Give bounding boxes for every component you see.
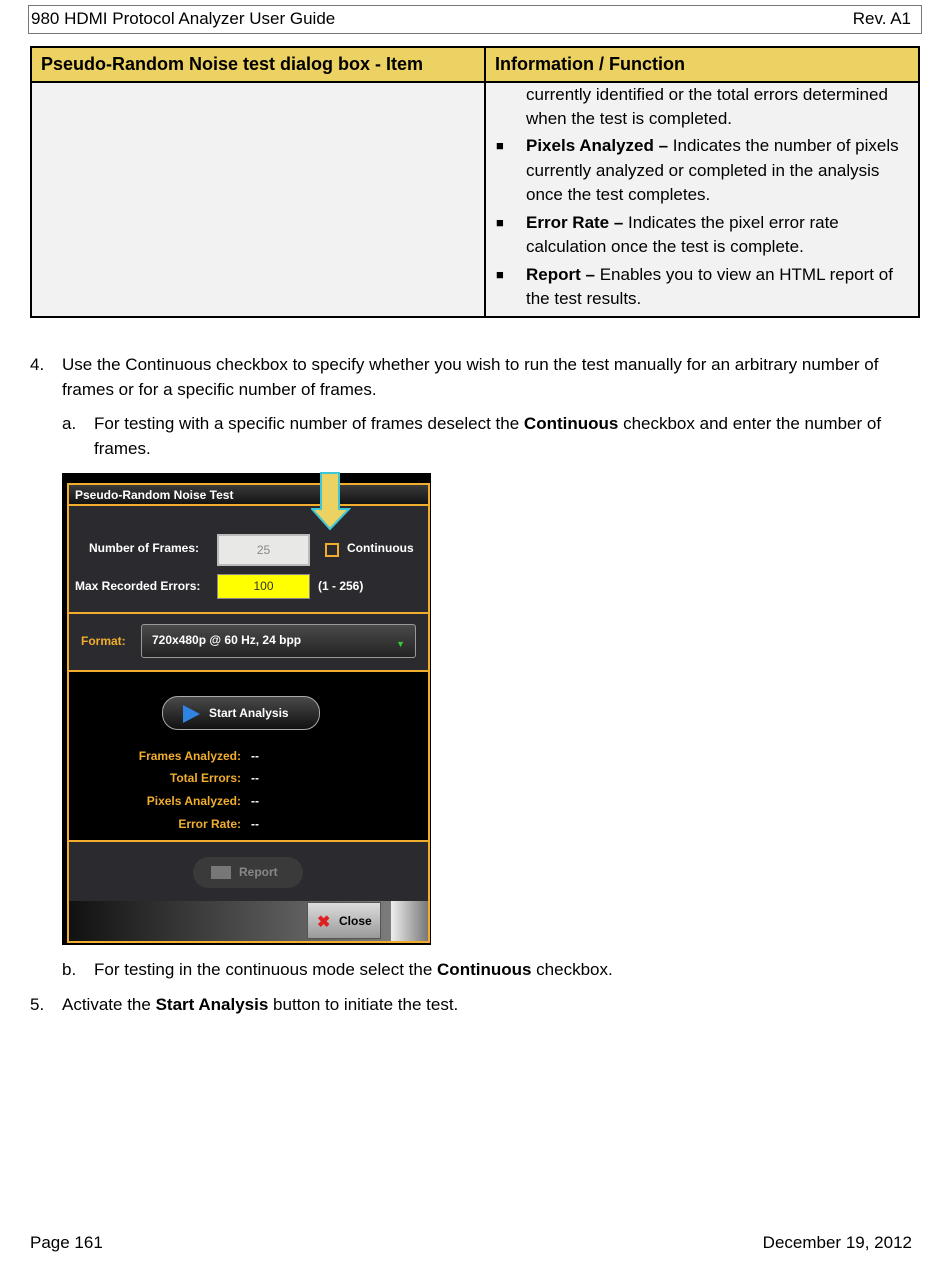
dropdown-arrow-icon: ▼ bbox=[396, 639, 405, 649]
table-col-item: Pseudo-Random Noise test dialog box - Item bbox=[31, 47, 485, 82]
dialog-title: Pseudo-Random Noise Test bbox=[69, 485, 428, 506]
stat-value-pixels: -- bbox=[251, 794, 259, 808]
resize-handle bbox=[391, 901, 428, 941]
format-select[interactable] bbox=[141, 624, 416, 658]
stat-label-frames: Frames Analyzed: bbox=[138, 749, 241, 763]
max-errors-input[interactable]: 100 bbox=[217, 574, 310, 599]
stat-label-total-errors: Total Errors: bbox=[169, 771, 241, 785]
continuation-text: currently identified or the total errors determined when the test is completed. bbox=[526, 85, 888, 128]
report-button[interactable] bbox=[193, 857, 303, 888]
document-title: 980 HDMI Protocol Analyzer User Guide bbox=[31, 9, 336, 28]
start-analysis-label: Start Analysis bbox=[209, 706, 289, 720]
stat-value-total-errors: -- bbox=[251, 771, 259, 785]
report-label: Report bbox=[239, 865, 278, 879]
table-row bbox=[31, 82, 919, 317]
list-item: ■ Pixels Analyzed – Indicates the number of pixels currently analyzed or completed in the analysis once the test completes. bbox=[496, 136, 899, 204]
format-value: 720x480p @ 60 Hz, 24 bpp bbox=[152, 633, 302, 647]
start-analysis-button[interactable] bbox=[162, 696, 320, 730]
list-item: ■ Error Rate – Indicates the pixel error rate calculation once the test is complete. bbox=[496, 212, 839, 256]
down-arrow-icon bbox=[311, 471, 351, 533]
stat-value-frames: -- bbox=[251, 749, 259, 763]
bottom-bar bbox=[69, 901, 428, 941]
format-label: Format: bbox=[81, 634, 126, 648]
table-header-row bbox=[31, 47, 919, 82]
table-col-info: Information / Function bbox=[485, 47, 919, 82]
divider bbox=[69, 840, 428, 842]
max-errors-range: (1 - 256) bbox=[318, 579, 364, 593]
info-table bbox=[30, 46, 920, 318]
revision: Rev. A1 bbox=[852, 9, 911, 28]
close-icon: ✖ bbox=[317, 914, 331, 931]
page-header bbox=[28, 5, 922, 34]
dialog-frame bbox=[67, 483, 430, 943]
continuous-checkbox[interactable] bbox=[325, 543, 339, 557]
play-icon bbox=[181, 704, 201, 724]
stat-value-error-rate: -- bbox=[251, 817, 259, 831]
stat-label-error-rate: Error Rate: bbox=[178, 817, 241, 831]
prn-test-dialog bbox=[62, 473, 431, 945]
page-date: December 19, 2012 bbox=[762, 1233, 912, 1252]
report-icon bbox=[211, 866, 231, 879]
stat-label-pixels: Pixels Analyzed: bbox=[146, 794, 241, 808]
page-number: Page 161 bbox=[30, 1233, 103, 1252]
list-item: ■ Report – Enables you to view an HTML report of the test results. bbox=[496, 264, 893, 308]
table-cell-empty bbox=[31, 82, 485, 317]
frames-label: Number of Frames: bbox=[89, 541, 200, 555]
continuous-label: Continuous bbox=[347, 541, 414, 555]
frames-input[interactable]: 25 bbox=[217, 534, 310, 566]
divider bbox=[69, 612, 428, 614]
close-label: Close bbox=[339, 914, 372, 928]
max-errors-label: Max Recorded Errors: bbox=[75, 579, 201, 593]
close-button[interactable] bbox=[307, 902, 381, 939]
table-cell-info bbox=[485, 82, 919, 317]
